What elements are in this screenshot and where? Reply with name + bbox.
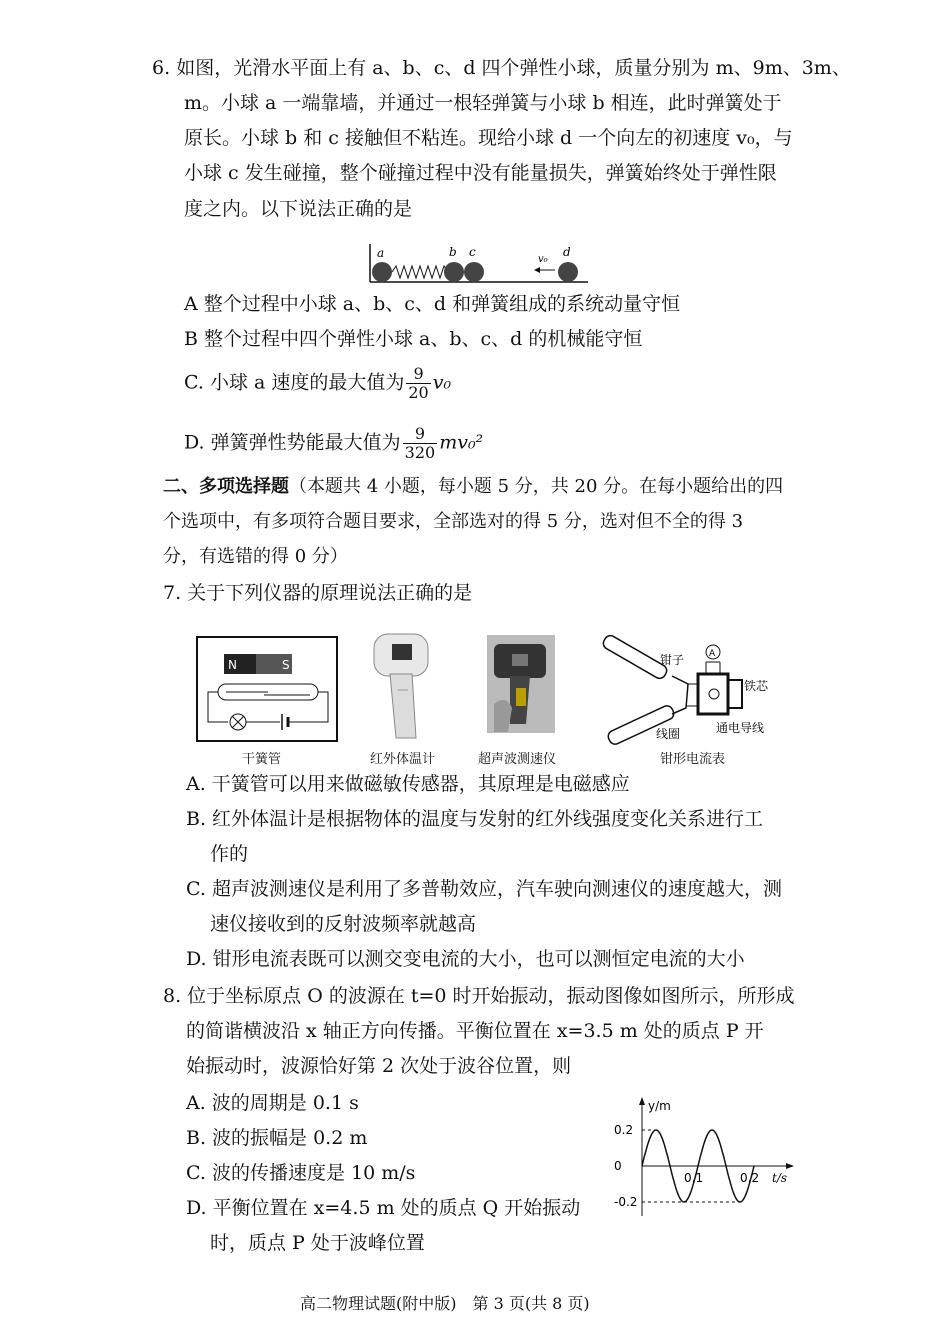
caption-reed-switch: 干簧管 [242,752,282,767]
q8-option-b: B. 波的振幅是 0.2 m [186,1127,368,1149]
x-tick-label: 0.1 [684,1171,704,1185]
section2-line-2: 个选项中，有多项符合题目要求，全部选对的得 5 分，选对但不全的得 3 [163,511,744,532]
frac-num: 9 [403,425,438,444]
q6-option-c [184,365,451,402]
label-core: 铁芯 [744,679,769,693]
q8-option-d: D. 平衡位置在 x=4.5 m 处的质点 Q 开始振动 [186,1197,581,1219]
section2-line-1 [163,475,783,498]
frac-den: 320 [404,443,436,462]
ball-b [444,262,464,282]
velocity-arrowhead [534,267,540,273]
page-footer: 高二物理试题(附中版) 第 3 页(共 8 页) [300,1294,590,1313]
ball-d [558,262,578,282]
ammeter-label: A [709,649,716,659]
q6-option-c-fraction [406,365,430,402]
label-jaw: 钳子 [660,653,685,667]
q7-option-d: D. 钳形电流表既可以测交变电流的大小，也可以测恒定电流的大小 [186,948,745,970]
x-axis-label: t/s [772,1171,788,1185]
q6-option-b: B 整个过程中四个弹性小球 a、b、c、d 的机械能守恒 [184,328,643,350]
q6-option-d-unit: mv₀² [439,431,484,454]
y-tick-label: 0.2 [614,1123,634,1137]
q8-line-1: 8. 位于坐标原点 O 的波源在 t=0 时开始振动，振动图像如图所示，所形成 [163,985,795,1007]
x-tick-label: 0.2 [740,1171,760,1185]
spring [392,266,448,278]
x-axis-arrow [786,1163,794,1169]
label-c: c [469,245,476,259]
q6-line-5: 度之内。以下说法正确的是 [184,198,413,220]
q7-option-b: B. 红外体温计是根据物体的温度与发射的红外线强度变化关系进行工 [186,808,764,830]
label-v0: v₀ [538,254,548,265]
q7-stem: 7. 关于下列仪器的原理说法正确的是 [163,582,473,604]
q6-line-4: 小球 c 发生碰撞，整个碰撞过程中没有能量损失，弹簧始终处于弹性限 [184,162,777,184]
ball-c [464,262,484,282]
q6-option-d-fraction [403,425,438,462]
q6-text-1: 如图，光滑水平面上有 a、b、c、d 四个弹性小球，质量分别为 m、9m、3m、 [176,57,851,79]
magnet-n-label: N [228,658,237,672]
q7-option-c: C. 超声波测速仪是利用了多普勒效应，汽车驶向测速仪的速度越大，测 [186,878,782,900]
label-wire: 通电导线 [716,721,765,735]
wire-cross [709,689,719,699]
caption-infrared-thermometer: 红外体温计 [370,752,436,767]
q8-option-a: A. 波的周期是 0.1 s [186,1092,359,1114]
q6-line-3: 原长。小球 b 和 c 接触但不粘连。现给小球 d 一个向左的初速度 v₀，与 [184,127,793,149]
q6-option-d-text: D. 弹簧弹性势能最大值为 [184,431,401,454]
label-b: b [449,245,457,259]
magnet-s-label: S [282,658,290,672]
q6-option-a: A 整个过程中小球 a、b、c、d 和弹簧组成的系统动量守恒 [184,293,681,315]
q7-option-b-cont: 作的 [210,843,249,865]
vibration-graph [610,1094,800,1220]
reed-switch-figure [196,636,338,742]
frac-den: 20 [408,383,429,402]
q6-option-c-text: C. 小球 a 速度的最大值为 [184,371,405,394]
ultrasonic-speed-gun-figure [486,634,556,734]
y-axis-label: y/m [648,1099,671,1113]
q8-line-2: 的简谐横波沿 x 轴正方向传播。平衡位置在 x=3.5 m 处的质点 P 开 [186,1020,764,1042]
clamp-meter-figure [598,634,778,746]
q6-line-2: m。小球 a 一端靠墙，并通过一根轻弹簧与小球 b 相连，此时弹簧处于 [184,92,782,114]
label-a: a [377,246,385,260]
q8-option-d-cont: 时，质点 P 处于波峰位置 [210,1232,425,1254]
q8-option-c: C. 波的传播速度是 10 m/s [186,1162,416,1184]
caption-ultrasonic-speed-gun: 超声波测速仪 [478,752,557,767]
section2-heading: 二、多项选择题 [163,476,289,497]
section2-line-3: 分，有选错的得 0 分） [163,546,348,567]
y-tick-label: -0.2 [614,1195,638,1209]
q6-figure [360,240,600,288]
frac-num: 9 [406,365,430,384]
label-d: d [563,245,571,259]
caption-clamp-meter: 钳形电流表 [660,752,726,767]
label-coil: 线圈 [656,727,681,741]
infrared-thermometer-figure [368,630,436,742]
ball-a [372,262,392,282]
q6-option-d [184,425,483,462]
q6-line-1 [152,57,851,80]
q6-number: 6. [152,57,171,79]
q7-option-a: A. 干簧管可以用来做磁敏传感器，其原理是电磁感应 [186,773,630,795]
q6-option-c-unit: v₀ [432,371,452,394]
q7-option-c-cont: 速仪接收到的反射波频率就越高 [210,913,477,935]
section2-text-1: （本题共 4 小题，每小题 5 分，共 20 分。在每小题给出的四 [289,476,784,497]
q8-line-3: 始振动时，波源恰好第 2 次处于波谷位置，则 [186,1055,572,1077]
y-axis-arrow [639,1097,645,1105]
y-tick-label: 0 [614,1159,622,1173]
